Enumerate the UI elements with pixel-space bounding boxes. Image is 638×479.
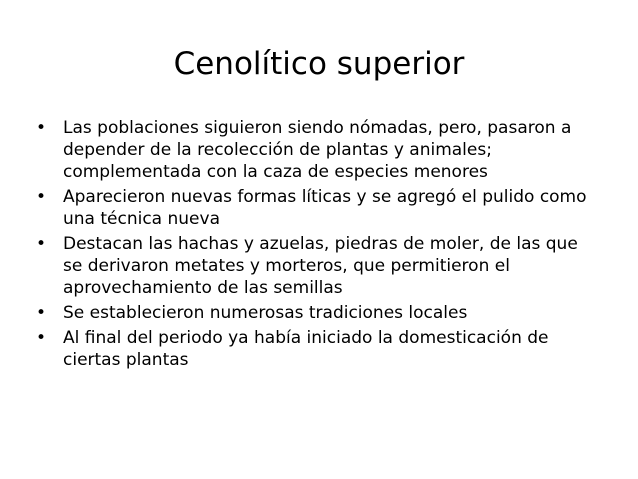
bullet-item — [36, 327, 601, 371]
bullet-text: Al final del periodo ya había iniciado la domesticación de ciertas plantas — [63, 328, 549, 370]
bullet-text: Las poblaciones siguieron siendo nómadas, pero, pasaron a depender de la recolección de plantas y animales; complementada con la caza de especies menores — [63, 118, 572, 182]
bullet-icon: • — [36, 118, 47, 138]
bullet-list — [36, 117, 601, 374]
bullet-text: Aparecieron nuevas formas líticas y se agregó el pulido como una técnica nueva — [63, 187, 587, 229]
bullet-icon: • — [36, 303, 47, 323]
bullet-item — [36, 186, 601, 230]
bullet-item — [36, 233, 601, 299]
bullet-text: Se establecieron numerosas tradiciones locales — [63, 303, 468, 323]
bullet-icon: • — [36, 328, 47, 348]
bullet-text: Destacan las hachas y azuelas, piedras de moler, de las que se derivaron metates y morteros, que permitieron el aprovechamiento de las semillas — [63, 234, 578, 298]
bullet-item — [36, 117, 601, 183]
bullet-icon: • — [36, 234, 47, 254]
bullet-item — [36, 302, 601, 324]
slide-title: Cenolítico superior — [173, 46, 465, 82]
bullet-icon: • — [36, 187, 47, 207]
